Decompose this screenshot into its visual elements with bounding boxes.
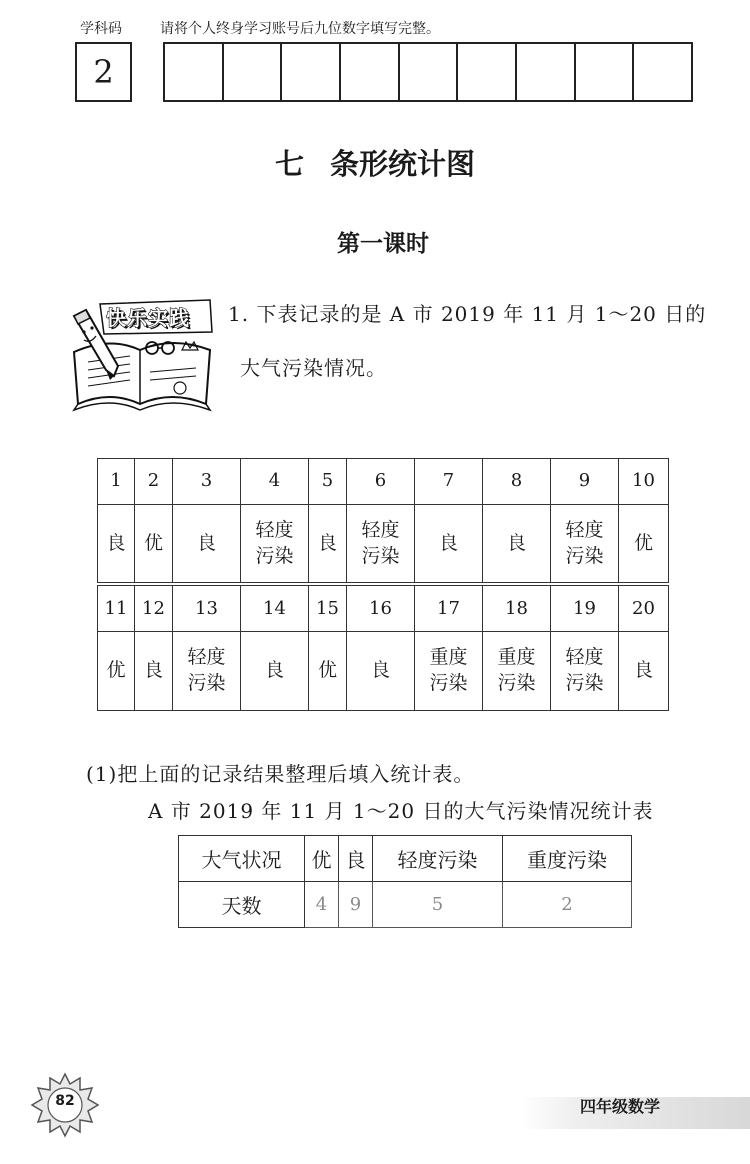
status-row — [98, 504, 669, 584]
grade-subject-label: 四年级数学 — [580, 1097, 661, 1116]
status-text: 污染 — [565, 672, 604, 695]
account-digit-box[interactable] — [634, 44, 691, 100]
status-text: 污染 — [429, 672, 468, 695]
status-text: 重度 — [429, 646, 468, 669]
status-cell — [173, 632, 241, 711]
account-digit-box[interactable] — [282, 44, 341, 100]
sub-question-1: (1)把上面的记录结果整理后填入统计表。 — [86, 762, 475, 786]
row-label-cell: 天数 — [179, 882, 305, 928]
status-cell — [619, 504, 669, 584]
day-row — [98, 459, 669, 505]
header-cell: 良 — [339, 836, 373, 882]
status-cell — [241, 632, 309, 711]
day-cell: 12 — [135, 584, 173, 631]
day-cell: 13 — [173, 584, 241, 631]
status-text: 优 — [143, 531, 163, 554]
day-cell: 16 — [347, 584, 415, 631]
account-digit-box[interactable] — [341, 44, 400, 100]
pollution-stat-table — [178, 835, 632, 928]
day-cell: 9 — [551, 459, 619, 505]
answer-cell[interactable]: 9 — [339, 882, 373, 928]
status-text: 良 — [196, 531, 216, 554]
subject-code-label: 学科码 — [80, 21, 122, 37]
status-cell — [415, 632, 483, 711]
status-text: 优 — [106, 659, 126, 682]
day-cell: 15 — [309, 584, 347, 631]
day-cell: 7 — [415, 459, 483, 505]
status-cell — [347, 632, 415, 711]
chapter-title — [0, 142, 750, 183]
day-cell: 8 — [483, 459, 551, 505]
day-row — [98, 584, 669, 631]
day-cell: 18 — [483, 584, 551, 631]
status-text: 污染 — [255, 544, 294, 567]
status-text: 良 — [438, 531, 458, 554]
status-cell — [173, 504, 241, 584]
page-number: 82 — [55, 1093, 75, 1109]
status-cell — [551, 504, 619, 584]
answer-cell[interactable]: 4 — [305, 882, 339, 928]
account-digit-box[interactable] — [400, 44, 459, 100]
status-cell — [347, 504, 415, 584]
header-cell: 重度污染 — [503, 836, 632, 882]
pollution-record-table — [97, 458, 669, 711]
account-digit-box[interactable] — [517, 44, 576, 100]
status-cell — [309, 632, 347, 711]
subject-code-box: 2 — [75, 42, 132, 102]
day-cell: 6 — [347, 459, 415, 505]
status-text: 优 — [317, 659, 337, 682]
day-cell: 11 — [98, 584, 135, 631]
status-text: 轻度 — [565, 646, 604, 669]
status-text: 轻度 — [361, 518, 400, 541]
lesson-title: 第一课时 — [337, 231, 429, 257]
day-cell: 5 — [309, 459, 347, 505]
status-text: 良 — [633, 659, 653, 682]
status-text: 轻度 — [187, 646, 226, 669]
header-cell: 优 — [305, 836, 339, 882]
status-cell — [135, 632, 173, 711]
answer-cell[interactable]: 2 — [503, 882, 632, 928]
header-cell: 大气状况 — [179, 836, 305, 882]
status-text: 良 — [317, 531, 337, 554]
status-cell — [309, 504, 347, 584]
account-instruction: 请将个人终身学习账号后九位数字填写完整。 — [160, 21, 440, 37]
day-cell: 17 — [415, 584, 483, 631]
status-cell — [483, 632, 551, 711]
status-text: 良 — [264, 659, 284, 682]
status-cell — [98, 504, 135, 584]
question-1-text-cont: 大气污染情况。 — [240, 356, 387, 380]
status-cell — [135, 504, 173, 584]
status-text: 良 — [106, 531, 126, 554]
day-cell: 2 — [135, 459, 173, 505]
status-text: 轻度 — [565, 518, 604, 541]
status-text: 良 — [370, 659, 390, 682]
status-text: 轻度 — [255, 518, 294, 541]
status-text: 优 — [633, 531, 653, 554]
status-text: 重度 — [497, 646, 536, 669]
happy-practice-badge: 快乐实践 — [106, 306, 190, 330]
chapter-number: 七 — [274, 147, 304, 181]
status-cell — [241, 504, 309, 584]
status-cell — [619, 632, 669, 711]
status-text: 良 — [506, 531, 526, 554]
status-text: 污染 — [565, 544, 604, 567]
stat-header-row — [179, 836, 632, 882]
status-cell — [415, 504, 483, 584]
status-text: 污染 — [497, 672, 536, 695]
account-digit-box[interactable] — [458, 44, 517, 100]
stat-table-title: A 市 2019 年 11 月 1～20 日的大气污染情况统计表 — [148, 799, 654, 823]
header-cell: 轻度污染 — [373, 836, 503, 882]
day-cell: 4 — [241, 459, 309, 505]
status-cell — [483, 504, 551, 584]
day-cell: 3 — [173, 459, 241, 505]
status-cell — [551, 632, 619, 711]
question-1-text: 1. 下表记录的是 A 市 2019 年 11 月 1～20 日的 — [228, 302, 707, 326]
answer-cell[interactable]: 5 — [373, 882, 503, 928]
day-cell: 14 — [241, 584, 309, 631]
status-row — [98, 632, 669, 711]
stat-value-row — [179, 882, 632, 928]
status-text: 良 — [143, 659, 163, 682]
day-cell: 1 — [98, 459, 135, 505]
day-cell: 10 — [619, 459, 669, 505]
account-digit-box[interactable] — [224, 44, 283, 100]
account-digit-boxes — [163, 42, 693, 102]
day-cell: 19 — [551, 584, 619, 631]
day-cell: 20 — [619, 584, 669, 631]
status-text: 污染 — [187, 672, 226, 695]
status-cell — [98, 632, 135, 711]
chapter-name: 条形统计图 — [330, 147, 476, 181]
account-digit-box[interactable] — [576, 44, 635, 100]
account-digit-box[interactable] — [165, 44, 224, 100]
status-text: 污染 — [361, 544, 400, 567]
